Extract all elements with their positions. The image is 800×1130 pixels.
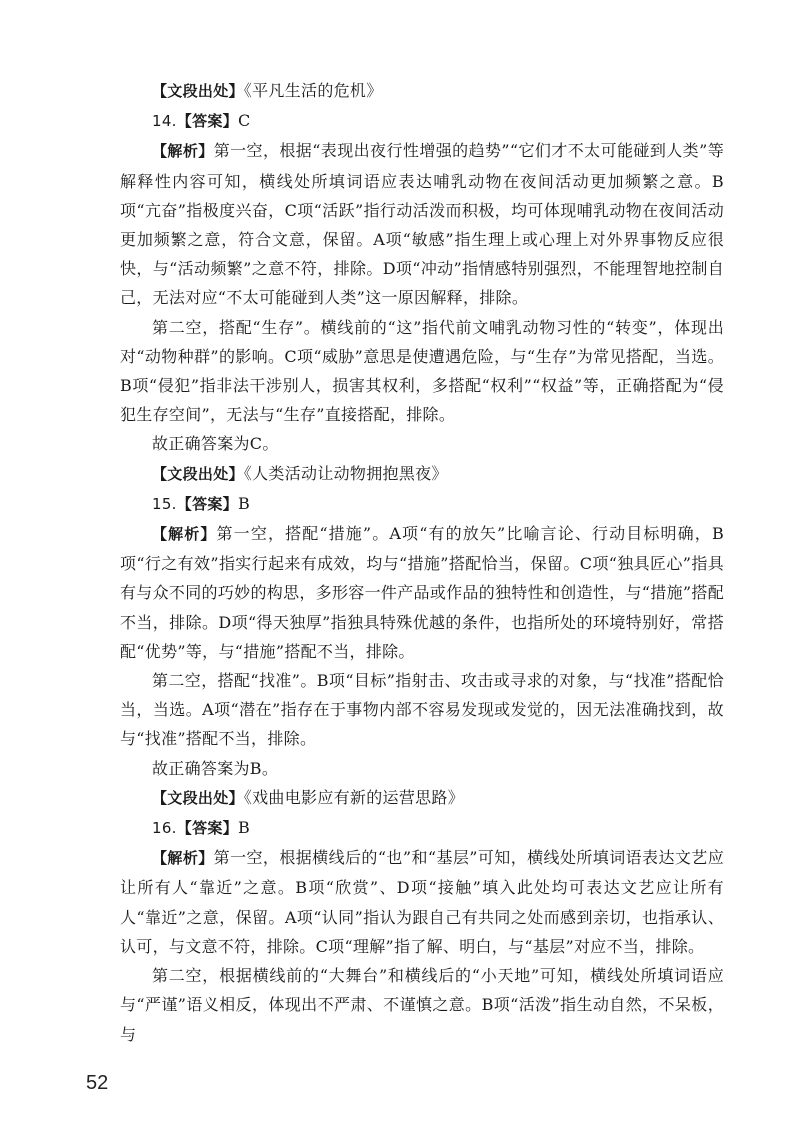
source-line-15 [120,459,724,489]
source-line-16 [120,783,724,813]
answer-label: 【答案】 [176,494,238,513]
question-number: 16. [152,819,177,838]
source-label: 【文段出处】 [152,788,244,807]
conclusion-paragraph: 故正确答案为C。 [152,434,279,454]
analysis-label: 【解析】 [152,525,217,544]
body-paragraph: 第二空，搭配“生存”。横线前的“这”指代前文哺乳动物习性的“转变”，体现出对“动物种群”的影响。C项“威胁”意思是使遭遇危险，与“生存”为常见搭配，当选。B项“侵犯”指非法干涉别人，损害其权利，多搭配“权利”“权益”等，正确搭配为“侵犯生存空间”，无法与“生存”直接搭配，排除。 [120,317,724,425]
answer-line-14 [120,106,724,136]
analysis-paragraph-16 [120,843,724,961]
analysis-paragraph-15 [120,519,724,666]
analysis-text: 第一空，搭配“措施”。A项“有的放矢”比喻言论、行动目标明确，B项“行之有效”指实行起来有成效，均与“措施”搭配恰当，保留。C项“独具匠心”指具有与众不同的巧妙的构思，多形容一件产品或作品的独特性和创造性，与“措施”搭配不当，排除。D项“得天独厚”指独具特殊优越的条件，也指所处的环境特别好，常搭配“优势”等，与“措施”搭配不当，排除。 [120,524,725,661]
analysis-label: 【解析】 [152,849,214,868]
source-title: 《人类活动让动物拥抱黑夜》 [243,463,448,483]
body-paragraph: 第二空，搭配“找准”。B项“目标”指射击、攻击或寻求的对象，与“找准”搭配恰当，当选。A项“潜在”指存在于事物内部不容易发现或发觉的，因无法准确找到，故与“找准”搭配不当，排除。 [120,671,724,749]
answer-label: 【答案】 [176,819,238,838]
analysis-paragraph-14 [120,136,724,312]
answer-label: 【答案】 [176,112,238,131]
conclusion-paragraph: 故正确答案为B。 [152,758,279,778]
answer-value: B [237,818,251,838]
answer-line-16 [120,813,724,843]
analysis-text: 第一空，根据横线后的“也”和“基层”可知，横线处所填词语表达文艺应让所有人“靠近”之意。B项“欣赏”、D项“接触”填入此处均可表达文艺应让所有人“靠近”之意，保留。A项“认同”指认为跟自己有共同之处而感到亲切，也指承认、认可，与文意不符，排除。C项“理解”指了解、明白，与“基层”对应不当，排除。 [120,848,724,956]
question-number: 14. [152,112,177,131]
source-line-14 [120,76,724,106]
answer-value: B [237,493,251,513]
analysis-label: 【解析】 [152,142,214,161]
question-number: 15. [152,494,177,513]
page-number: 52 [86,1072,109,1094]
analysis-text: 第一空，根据“表现出夜行性增强的趋势”“它们才不太可能碰到人类”等解释性内容可知，横线处所填词语应表达哺乳动物在夜间活动更加频繁之意。B项“亢奋”指极度兴奋，C项“活跃”指行动活泼而积极，均可体现哺乳动物在夜间活动更加频繁之意，符合文意，保留。A项“敏感”指生理上或心理上对外界事物反应很快，与“活动频繁”之意不符，排除。D项“冲动”指情感特别强烈，不能理智地控制自己，无法对应“不太可能碰到人类”这一原因解释，排除。 [120,141,725,308]
source-title: 《平凡生活的危机》 [243,81,383,100]
body-paragraph: 第二空，根据横线前的“大舞台”和横线后的“小天地”可知，横线处所填词语应与“严谨”语义相反，体现出不严肃、不谨慎之意。B项“活泼”指生动自然，不呆板，与 [120,966,724,1044]
page-content [120,76,724,1049]
source-label: 【文段出处】 [152,464,244,483]
source-label: 【文段出处】 [152,82,244,100]
source-title: 《戏曲电影应有新的运营思路》 [243,787,465,807]
answer-value: C [237,111,251,131]
answer-line-15 [120,489,724,519]
